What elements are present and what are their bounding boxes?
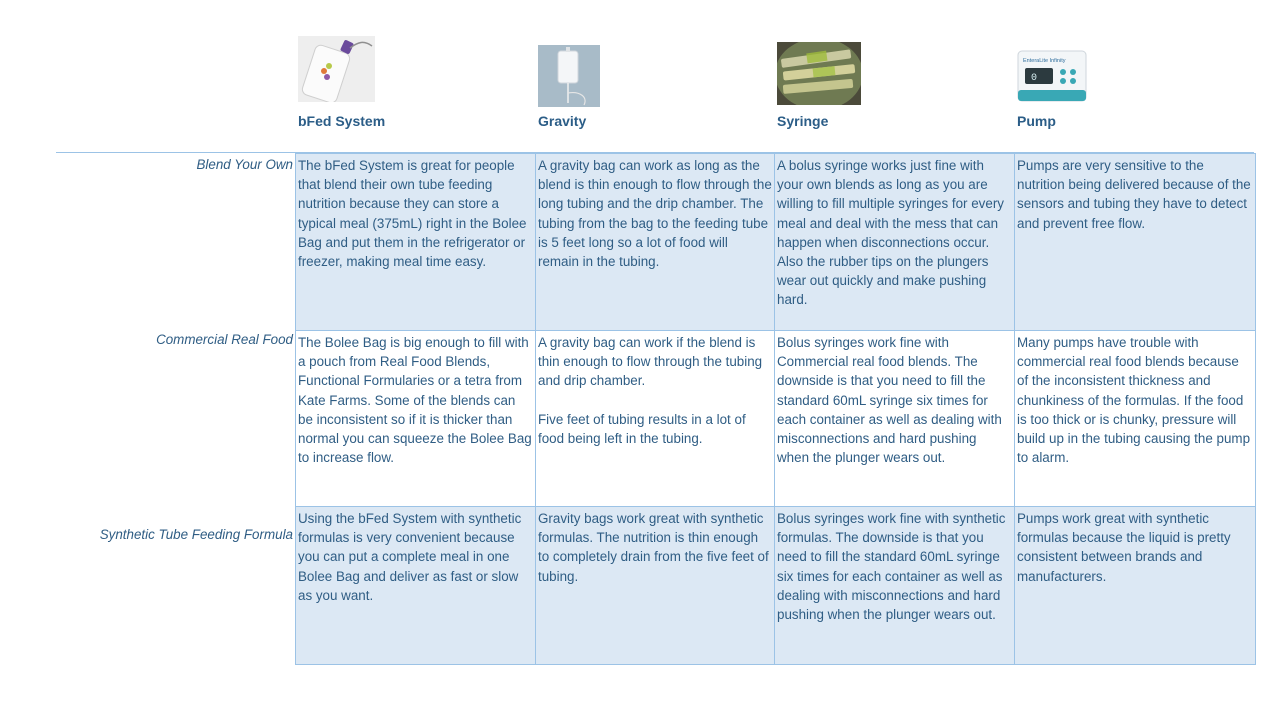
cell-commercial-gravity-text: A gravity bag can work if the blend is thin enough to flow through the tubing and drip chamber.: [538, 335, 763, 389]
cell-commercial-syringe: Bolus syringes work fine with Commercial real food blends. The downside is that you need to fill the standard 60mL syringe six times for each container as well as dealing with misconnections and hard pushing when the plunger wears out.: [775, 331, 1015, 507]
bfed-bag-image: [298, 36, 375, 102]
cell-commercial-gravity-extra: Five feet of tubing results in a lot of food being left in the tubing.: [538, 411, 746, 446]
row-label-commercial-real-food: Commercial Real Food: [156, 332, 293, 347]
cell-blend-gravity: A gravity bag can work as long as the blend is thin enough to flow through the long tubing and the drip chamber. The tubing from the bag to the feeding tube is 5 feet long so a lot of food will remain in the tubing.: [536, 154, 775, 331]
cell-synthetic-gravity: Gravity bags work great with synthetic formulas. The nutrition is thin enough to completely drain from the five feet of tubing.: [536, 507, 775, 665]
column-title-bfed: bFed System: [298, 113, 386, 129]
column-title-syringe: Syringe: [777, 113, 829, 129]
syringe-image: [777, 42, 861, 105]
row-label-synthetic-formula: Synthetic Tube Feeding Formula: [99, 527, 293, 542]
column-header-syringe: [777, 36, 1007, 129]
column-header-pump: [1017, 36, 1247, 129]
column-title-gravity: Gravity: [538, 113, 587, 129]
cell-commercial-bfed: The Bolee Bag is big enough to fill with a pouch from Real Food Blends, Functional Formularies or a tetra from Kate Farms. Some of the blends can be inconsistent so if it is thicker than normal you can squeeze the Bolee Bag to increase flow.: [296, 331, 536, 507]
cell-blend-syringe: A bolus syringe works just fine with your own blends as long as you are willing to fill multiple syringes for every meal and deal with the mess that can happen when disconnections occur. Also the rubber tips on the plungers wear out quickly and make pushing hard.: [775, 154, 1015, 331]
cell-blend-pump: Pumps are very sensitive to the nutrition being delivered because of the sensors and tubing they have to detect and prevent free flow.: [1015, 154, 1256, 331]
pump-image: [1017, 50, 1087, 103]
cell-commercial-gravity: [536, 331, 775, 507]
gravity-bag-image: [538, 45, 600, 107]
cell-blend-bfed: The bFed System is great for people that blend their own tube feeding nutrition because they can store a typical meal (375mL) right in the Bolee Bag and put them in the refrigerator or freezer, making meal time easy.: [296, 154, 536, 331]
column-header-bfed: [298, 36, 528, 129]
row-label-blend-your-own: Blend Your Own: [196, 157, 293, 172]
cell-synthetic-pump: Pumps work great with synthetic formulas because the liquid is pretty consistent between brands and manufacturers.: [1015, 507, 1256, 665]
column-title-pump: Pump: [1017, 113, 1056, 129]
pump-brand-label: EnteraLite Infinity: [1023, 58, 1066, 64]
cell-commercial-pump: Many pumps have trouble with commercial real food blends because of the inconsistent thickness and chunkiness of the formulas. If the food is too thick or is chunky, pressure will build up in the tubing causing the pump to alarm.: [1015, 331, 1256, 507]
table-row: [296, 154, 1256, 331]
table-row: [296, 507, 1256, 665]
cell-synthetic-syringe: Bolus syringes work fine with synthetic formulas. The downside is that you need to fill the standard 60mL syringe six times for each container as well as dealing with misconnections and hard pushing when the plunger wears out.: [775, 507, 1015, 665]
column-header-gravity: [538, 36, 768, 129]
table-row: [296, 331, 1256, 507]
pump-display: 0: [1031, 73, 1038, 84]
comparison-table: [295, 153, 1256, 665]
cell-synthetic-bfed: Using the bFed System with synthetic formulas is very convenient because you can put a complete meal in one Bolee Bag and deliver as fast or slow as you want.: [296, 507, 536, 665]
